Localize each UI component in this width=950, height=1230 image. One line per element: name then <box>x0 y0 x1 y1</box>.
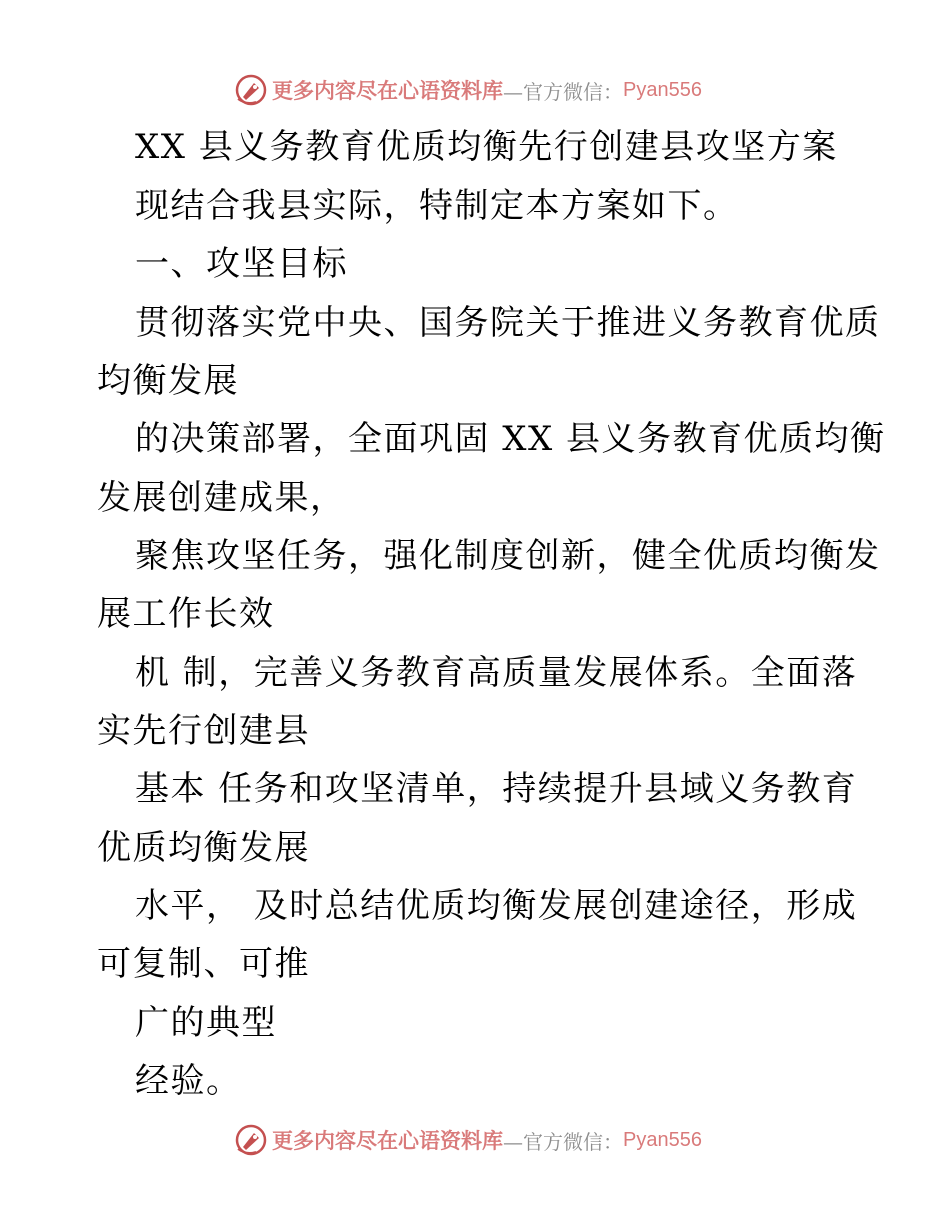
text-line: 优质均衡发展 <box>97 828 310 868</box>
text-line: 聚焦攻坚任务，强化制度创新，健全优质均衡发 <box>135 536 881 576</box>
text-line: 均衡发展 <box>97 361 239 401</box>
text-line: 机 制，完善义务教育高质量发展体系。全面落 <box>135 653 858 693</box>
banner-title: 更多内容尽在心语资料库 <box>272 1128 503 1153</box>
text-line: 展工作长效 <box>97 594 275 634</box>
text-line: 实先行创建县 <box>97 711 310 751</box>
footer-banner <box>234 1122 702 1158</box>
banner-wechat-label: —官方微信： <box>503 1129 623 1154</box>
text-line: 可复制、可推 <box>97 944 310 984</box>
text-line: 贯彻落实党中央、国务院关于推进义务教育优质 <box>135 303 881 343</box>
text-line: 现结合我县实际，特制定本方案如下。 <box>135 186 739 226</box>
section-heading: 一、攻坚目标 <box>135 244 348 284</box>
banner-wechat-id: Pyan556 <box>623 1128 702 1151</box>
header-banner <box>234 72 702 108</box>
text-line: 广的典型 <box>135 1003 277 1043</box>
document-title: XX 县义务教育优质均衡先行创建县攻坚方案 <box>135 127 838 167</box>
banner-wechat-label: —官方微信： <box>503 79 623 104</box>
text-line: 的决策部署，全面巩固 XX 县义务教育优质均衡 <box>135 419 886 459</box>
pen-nib-logo-icon <box>234 73 268 107</box>
pen-nib-logo-icon <box>234 1123 268 1157</box>
banner-title: 更多内容尽在心语资料库 <box>272 78 503 103</box>
text-line: 基本 任务和攻坚清单，持续提升县域义务教育 <box>135 769 858 809</box>
banner-wechat-id: Pyan556 <box>623 78 702 101</box>
text-line: 水平， 及时总结优质均衡发展创建途径，形成 <box>135 886 858 926</box>
text-line: 发展创建成果， <box>97 478 346 518</box>
text-line: 经验。 <box>135 1061 242 1101</box>
